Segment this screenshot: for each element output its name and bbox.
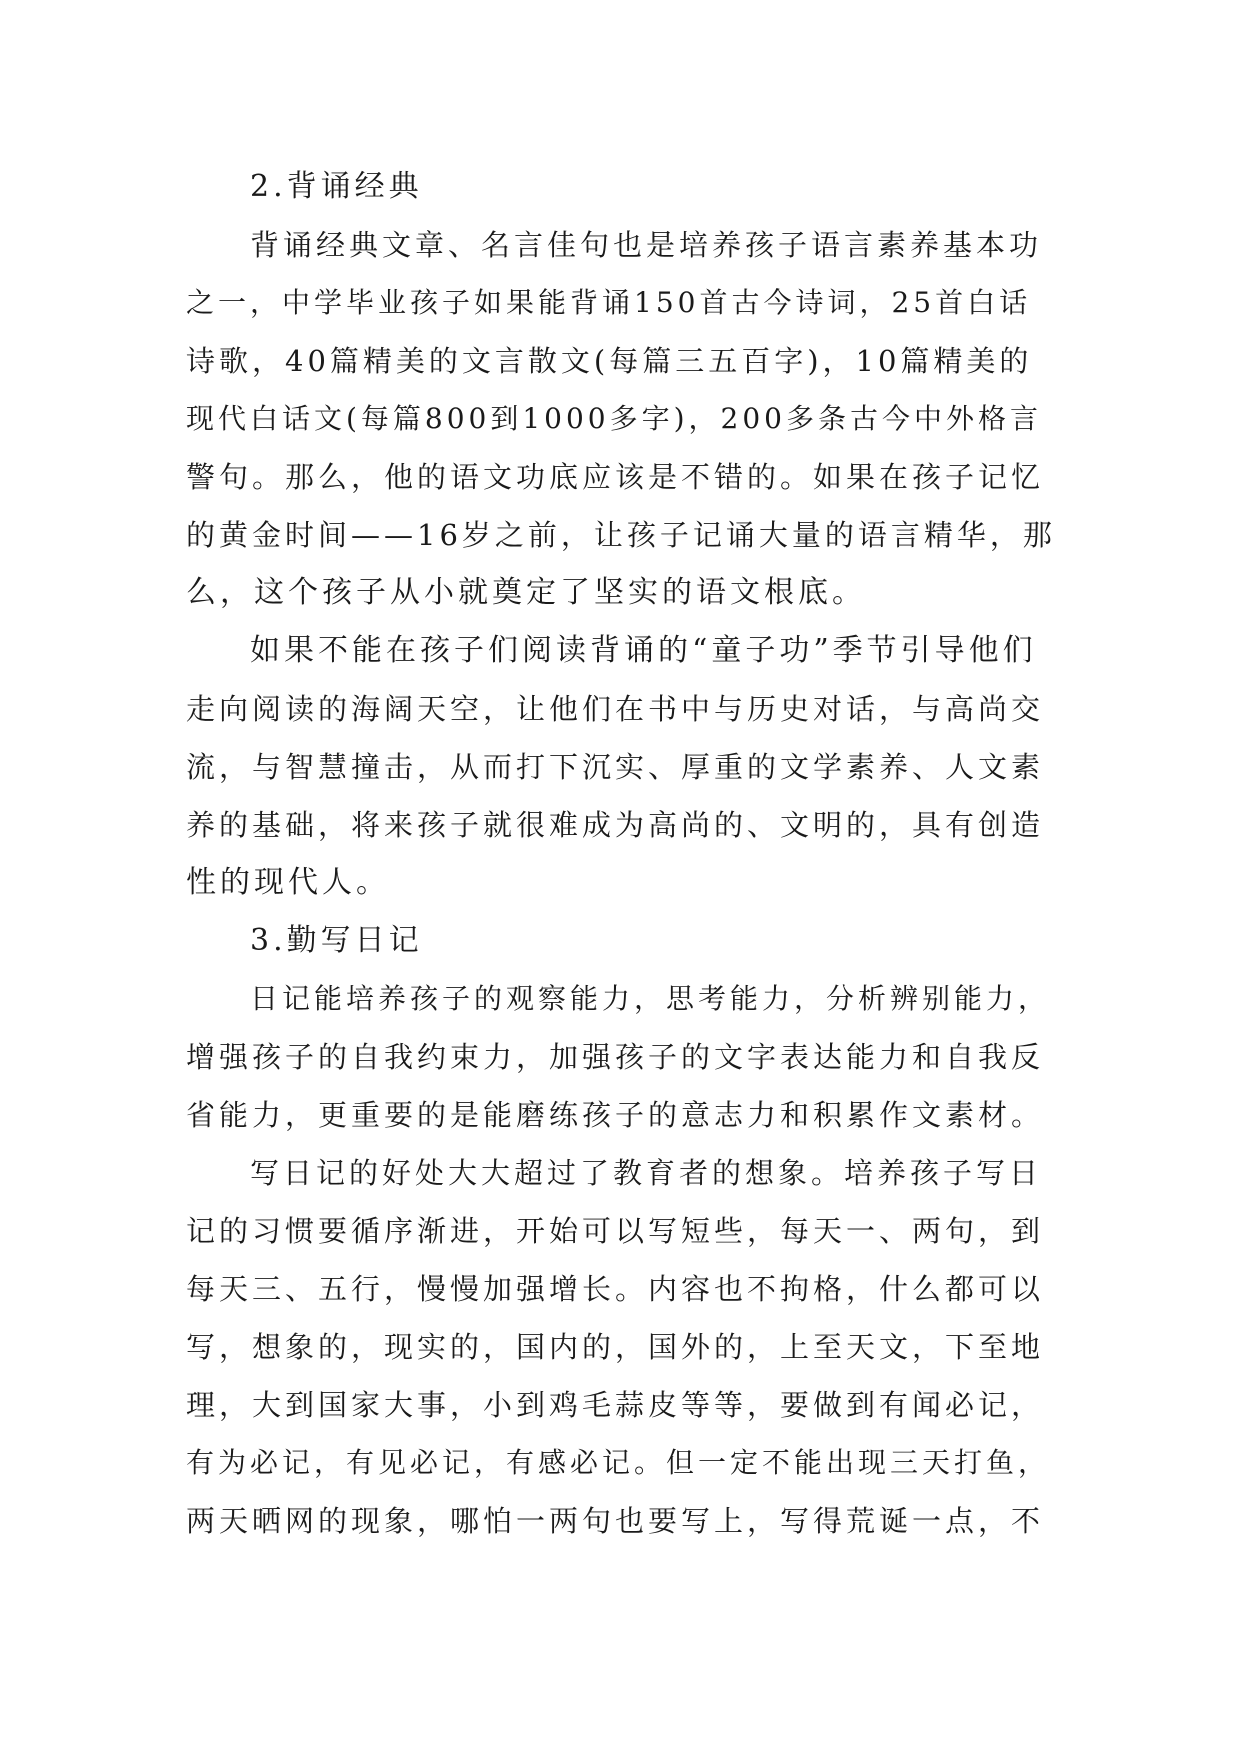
paragraph-line: 理，大到国家大事，小到鸡毛蒜皮等等，要做到有闻必记， <box>186 1388 1045 1422</box>
paragraph-line: 的黄金时间——16岁之前，让孩子记诵大量的语言精华，那 <box>186 518 1056 552</box>
section-heading: 2.背诵经典 <box>250 169 423 204</box>
paragraph-line: 有为必记，有见必记，有感必记。但一定不能出现三天打鱼， <box>186 1446 1051 1479</box>
paragraph-line: 两天晒网的现象，哪怕一两句也要写上，写得荒诞一点，不 <box>186 1504 1045 1538</box>
paragraph-line: 流，与智慧撞击，从而打下沉实、厚重的文学素养、人文素 <box>186 750 1045 784</box>
paragraph-line: 性的现代人。 <box>186 865 390 900</box>
paragraph-line: 记的习惯要循序渐进，开始可以写短些，每天一、两句，到 <box>186 1214 1045 1248</box>
paragraph-line: 背诵经典文章、名言佳句也是培养孩子语言素养基本功 <box>250 228 1043 262</box>
paragraph-line: 写，想象的，现实的，国内的，国外的，上至天文，下至地 <box>186 1330 1045 1364</box>
paragraph-line: 每天三、五行，慢慢加强增长。内容也不拘格，什么都可以 <box>186 1272 1045 1306</box>
paragraph-line: 日记能培养孩子的观察能力，思考能力，分析辨别能力， <box>250 982 1051 1015</box>
paragraph-line: 如果不能在孩子们阅读背诵的“童子功”季节引导他们 <box>250 633 1037 668</box>
paragraph-line: 写日记的好处大大超过了教育者的想象。培养孩子写日 <box>250 1156 1043 1190</box>
paragraph-line: 现代白话文(每篇800到1000多字)，200多条古今中外格言 <box>186 402 1042 435</box>
paragraph-line: 省能力，更重要的是能磨练孩子的意志力和积累作文素材。 <box>186 1098 1045 1132</box>
paragraph-line: 增强孩子的自我约束力，加强孩子的文字表达能力和自我反 <box>186 1040 1045 1074</box>
paragraph-line: 警句。那么，他的语文功底应该是不错的。如果在孩子记忆 <box>186 460 1045 494</box>
paragraph-line: 养的基础，将来孩子就很难成为高尚的、文明的，具有创造 <box>186 808 1045 842</box>
paragraph-line: 么，这个孩子从小就奠定了坚实的语文根底。 <box>186 575 866 610</box>
document-body <box>186 158 1056 1550</box>
paragraph-line: 诗歌，40篇精美的文言散文(每篇三五百字)，10篇精美的 <box>186 344 1033 378</box>
paragraph-line: 走向阅读的海阔天空，让他们在书中与历史对话，与高尚交 <box>186 692 1045 726</box>
section-heading: 3.勤写日记 <box>250 923 423 958</box>
paragraph-line: 之一，中学毕业孩子如果能背诵150首古今诗词，25首白话 <box>186 286 1032 319</box>
